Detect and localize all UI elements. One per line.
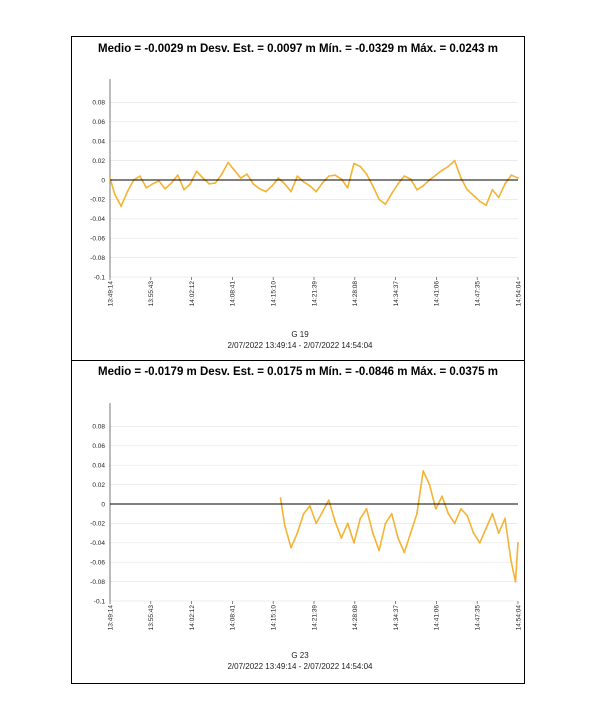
data-point (109, 177, 111, 179)
data-point (252, 183, 254, 185)
data-point (315, 191, 317, 193)
data-point (334, 521, 336, 523)
data-point (366, 173, 368, 175)
data-point (322, 182, 324, 184)
data-point (460, 508, 462, 510)
data-point (328, 175, 330, 177)
x-tick-label: 13:55:43 (148, 605, 156, 631)
data-point (145, 187, 147, 189)
data-point (435, 508, 437, 510)
data-point (498, 532, 500, 534)
data-point (290, 547, 292, 549)
data-point (139, 175, 141, 177)
data-point (309, 185, 311, 187)
satellite-label: G 23 (291, 651, 309, 660)
data-point (517, 177, 519, 179)
data-point (498, 197, 500, 199)
y-tick-label: 0.08 (92, 99, 105, 107)
data-point (422, 470, 424, 472)
x-tick-label: 13:49:14 (107, 605, 115, 631)
data-point (504, 183, 506, 185)
data-point (208, 183, 210, 185)
data-point (290, 191, 292, 193)
x-tick-label: 14:15:10 (270, 281, 278, 307)
data-point (385, 203, 387, 205)
y-tick-label: -0.02 (90, 196, 105, 204)
data-point (485, 527, 487, 529)
x-tick-label: 14:21:39 (311, 281, 319, 307)
chart-title: Medio = -0.0029 m Desv. Est. = 0.0097 m Mín. = -0.0329 m Máx. = 0.0243 m (98, 43, 498, 55)
data-point (227, 162, 229, 164)
data-point (504, 518, 506, 520)
data-point (359, 518, 361, 520)
data-point (152, 183, 154, 185)
data-point (454, 523, 456, 525)
data-point (296, 175, 298, 177)
chart-g23 (72, 361, 524, 683)
data-point (441, 169, 443, 171)
data-point (473, 195, 475, 197)
y-tick-label: 0 (101, 501, 105, 509)
data-point (127, 191, 129, 193)
x-tick-label: 14:15:10 (270, 605, 278, 631)
data-point (492, 513, 494, 515)
data-point (280, 497, 282, 499)
series-line (281, 471, 518, 582)
data-point (315, 523, 317, 525)
x-tick-label: 14:28:08 (352, 605, 360, 631)
y-tick-label: -0.04 (90, 216, 105, 224)
data-point (196, 170, 198, 172)
data-point (485, 204, 487, 206)
x-tick-label: 14:54:04 (515, 605, 523, 631)
data-point (334, 174, 336, 176)
data-point (479, 542, 481, 544)
data-point (492, 189, 494, 191)
data-point (309, 505, 311, 507)
data-point (447, 166, 449, 168)
data-point (284, 183, 286, 185)
data-point (422, 185, 424, 187)
data-point (221, 173, 223, 175)
x-tick-label: 14:41:06 (433, 605, 441, 631)
data-point (416, 189, 418, 191)
data-point (278, 177, 280, 179)
x-tick-label: 14:54:04 (515, 281, 523, 307)
data-point (359, 166, 361, 168)
data-point (385, 523, 387, 525)
data-point (215, 182, 217, 184)
data-point (328, 499, 330, 501)
time-range-label: 2/07/2022 13:49:14 - 2/07/2022 14:54:04 (227, 662, 373, 671)
x-tick-label: 14:02:12 (188, 605, 196, 631)
data-point (517, 542, 519, 544)
data-point (391, 193, 393, 195)
y-tick-label: -0.04 (90, 540, 105, 548)
data-point (447, 513, 449, 515)
y-tick-label: 0.02 (92, 157, 105, 165)
data-point (372, 185, 374, 187)
y-tick-label: 0.02 (92, 481, 105, 489)
time-range-label: 2/07/2022 13:49:14 - 2/07/2022 14:54:04 (227, 341, 373, 350)
data-point (410, 532, 412, 534)
data-point (353, 542, 355, 544)
data-point (441, 495, 443, 497)
data-point (366, 508, 368, 510)
data-point (429, 484, 431, 486)
x-tick-label: 14:47:35 (474, 281, 482, 307)
x-tick-label: 14:41:06 (433, 281, 441, 307)
data-point (164, 188, 166, 190)
x-tick-label: 14:08:41 (229, 281, 237, 307)
x-tick-label: 14:34:37 (392, 281, 400, 307)
data-point (479, 200, 481, 202)
y-tick-label: 0.04 (92, 138, 105, 146)
data-point (284, 524, 286, 526)
data-point (466, 189, 468, 191)
data-point (189, 183, 191, 185)
data-point (510, 561, 512, 563)
data-point (378, 199, 380, 201)
data-point (403, 552, 405, 554)
data-point (171, 182, 173, 184)
x-tick-label: 13:49:14 (107, 281, 115, 307)
data-point (303, 181, 305, 183)
data-point (114, 194, 116, 196)
data-point (391, 513, 393, 515)
y-tick-label: -0.06 (90, 559, 105, 567)
data-point (510, 174, 512, 176)
y-tick-label: -0.1 (93, 274, 105, 282)
data-point (347, 187, 349, 189)
x-tick-label: 14:34:37 (392, 605, 400, 631)
x-tick-label: 14:47:35 (474, 605, 482, 631)
satellite-label: G 19 (291, 330, 309, 339)
x-tick-label: 13:55:43 (148, 281, 156, 307)
data-point (246, 173, 248, 175)
data-point (372, 532, 374, 534)
y-tick-label: -0.1 (93, 598, 105, 606)
data-point (183, 189, 185, 191)
data-point (296, 532, 298, 534)
x-tick-label: 14:21:39 (311, 605, 319, 631)
y-tick-label: 0.04 (92, 462, 105, 470)
data-point (403, 175, 405, 177)
x-tick-label: 14:28:08 (352, 281, 360, 307)
data-point (378, 550, 380, 552)
y-tick-label: 0.06 (92, 119, 105, 127)
y-tick-label: -0.02 (90, 520, 105, 528)
data-point (460, 177, 462, 179)
x-tick-label: 14:08:41 (229, 605, 237, 631)
data-point (303, 513, 305, 515)
data-point (473, 532, 475, 534)
y-tick-label: 0.08 (92, 423, 105, 431)
data-point (259, 188, 261, 190)
data-point (416, 513, 418, 515)
data-point (347, 523, 349, 525)
data-point (353, 163, 355, 165)
data-point (265, 191, 267, 193)
data-point (322, 511, 324, 513)
data-point (233, 169, 235, 171)
data-point (240, 177, 242, 179)
data-point (397, 183, 399, 185)
chart-g19 (72, 37, 524, 359)
chart-title: Medio = -0.0179 m Desv. Est. = 0.0175 m Mín. = -0.0846 m Máx. = 0.0375 m (98, 366, 498, 378)
data-point (435, 174, 437, 176)
data-point (271, 185, 273, 187)
y-tick-label: 0 (101, 177, 105, 185)
y-tick-label: -0.06 (90, 235, 105, 243)
data-point (120, 205, 122, 207)
data-point (454, 160, 456, 162)
y-tick-label: -0.08 (90, 254, 105, 262)
x-tick-label: 14:02:12 (188, 281, 196, 307)
y-tick-label: 0.06 (92, 443, 105, 451)
y-tick-label: -0.08 (90, 578, 105, 586)
data-point (515, 581, 517, 583)
data-point (340, 537, 342, 539)
data-point (397, 537, 399, 539)
data-point (202, 177, 204, 179)
data-point (177, 174, 179, 176)
data-point (466, 515, 468, 517)
